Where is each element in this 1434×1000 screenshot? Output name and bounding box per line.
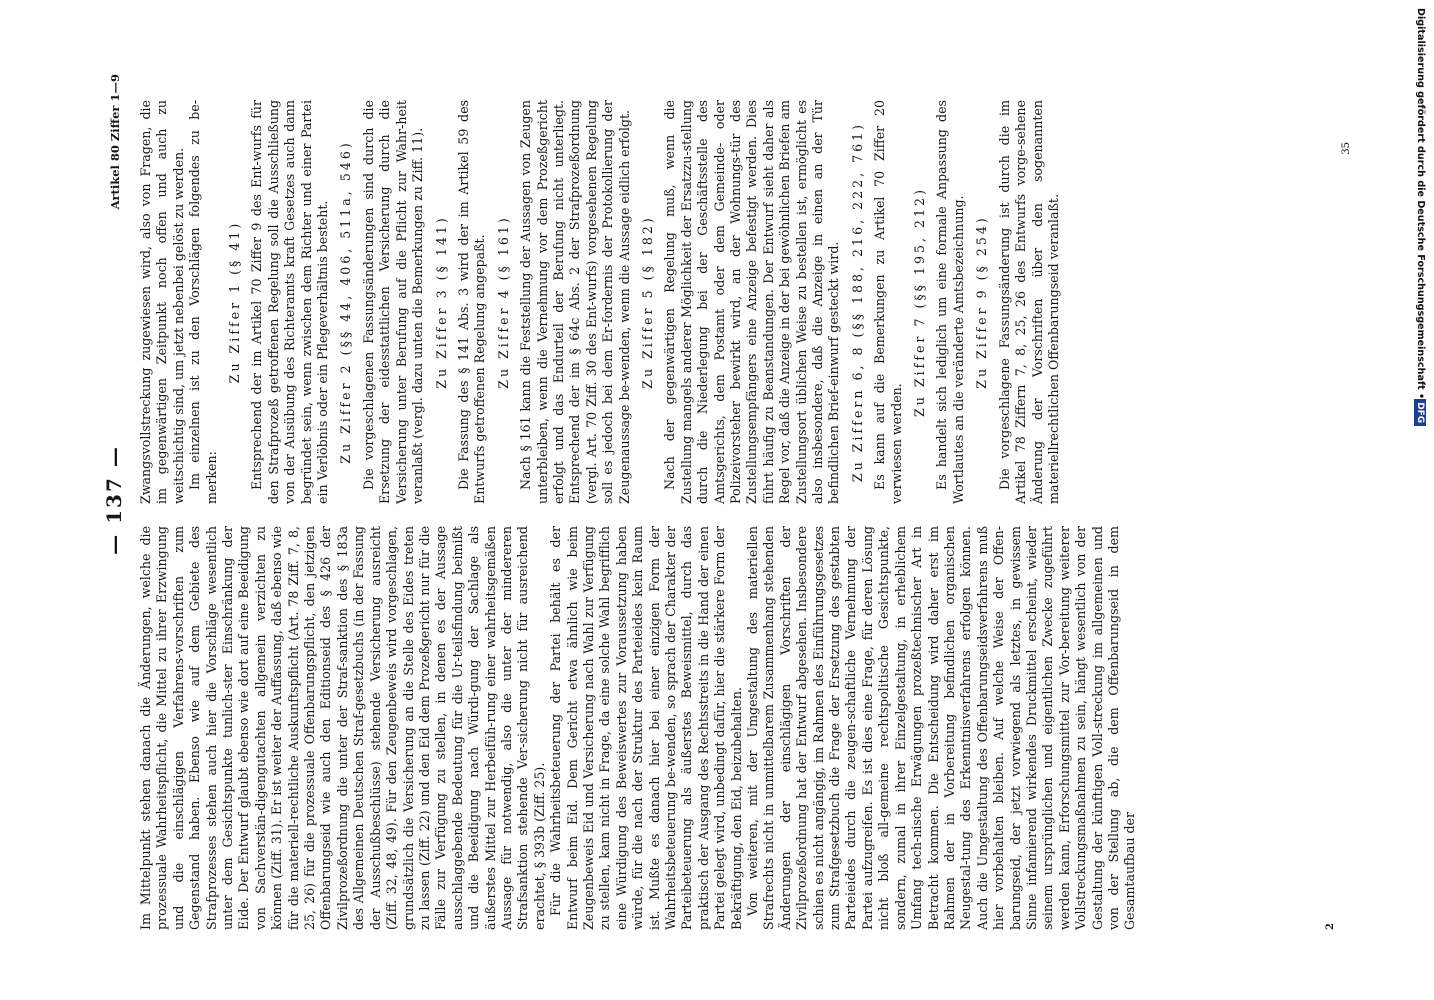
section-heading: Zu Ziffer 2 (§§ 44, 406, 511a, 546): [338, 140, 354, 464]
digitization-credit: [1412, 8, 1426, 908]
credit-text: Digitalisierung gefördert durch die Deutsche Forschungsgemeinschaft •: [1415, 8, 1426, 400]
section-heading: Zu Ziffer 3 (§ 141): [433, 215, 449, 389]
section-heading: Zu Ziffer 1 (§ 41): [227, 220, 243, 384]
section-heading: Zu Ziffer 5 (§ 182): [639, 215, 655, 389]
paragraph: Von weiteren, mit der Umgestaltung des materiellen Strafrechts nicht in unmittelbarem Zusammenhang stehenden Änderungen der einschlägigen Vorschriften der Zivilprozeßordnung hat der Entwurf abgesehen. Insbesondere schien es nicht angängig, im Rahmen des Einführungsgesetzes zum Strafgesetzbuch die Frage der Ersetzung des gestabten Parteieides durch die zeugen-schaftliche Vernehmung der Partei aufzugreifen. Es ist dies eine Frage, für deren Lösung nicht bloß all-gemeine rechtspolitische Gesichtspunkte, sondern, zumal in ihrer Einzelgestaltung, in erheblichem Umfang tech-nische Erwägungen prozeßtechnischer Art in Betracht kommen. Die Entscheidung wird daher erst im Rahmen der in Vorbereitung befindlichen organischen Neugestal-tung des Erkenntnisverfahrens erfolgen können. Auch die Umgestaltung des Offenbarungseidsverfahrens muß hier vorbehalten bleiben. Auf welche Weise der Offen-barungseid, der jetzt vorwiegend als letztes, in gewissem Sinne infamierend wirkendes Druckmittel erscheint, wieder seinem ursprünglichen und eigentlichen Zwecke zugeführt werden kann, Erforschungsmittel zur Vor-bereitung weiterer Vollstreckungsmaßnahmen zu sein, hängt wesentlich von der Gestaltung der künftigen Voll-streckung im allgemeinen und von der Stellung ab, die dem Offenbarungseid in dem Gesamtaufbau der: [745, 526, 1138, 930]
section-heading: Zu Ziffer 7 (§§ 195, 212): [912, 187, 928, 417]
right-column: [138, 100, 1062, 504]
signature-mark: 2: [1325, 923, 1336, 930]
paragraph: Es handelt sich lediglich um eine formale Anpassung des Wortlautes an die veränderte Amtsbezeichnung.: [934, 100, 966, 504]
paragraph: Zwangsvollstreckung zugewiesen wird, also von Fragen, die im gegenwärtigen Zeitpunkt noch offen und auch zu weitschichtig sind, um jetzt nebenbei gelöst zu werden.: [138, 100, 186, 504]
paragraph: Die Fassung des § 141 Abs. 3 wird der im Artikel 59 des Entwurfs getroffenen Regelung angepaßt.: [455, 100, 488, 504]
paragraph: Im Mittelpunkt stehen danach die Änderungen, welche die prozessuale Wahrheitspflicht, die Mittel zu ihrer Erzwingung und die einschlägigen Verfahrens-vorschriften zum Gegenstand haben. Ebenso wie auf dem Gebiete des Strafprozesses stehen auch hier die Vorschläge wesentlich unter dem Gesichtspunkte tunlich-ster Einschränkung der Eide. Der Entwurf glaubt ebenso wie dort auf eine Beeidigung von Sachverstän-digengutachten allgemein verzichten zu können (Ziff. 31). Er ist weiter der Auffassung, daß ebenso wie für die materiell-rechtliche Auskunftspflicht (Art. 78 Ziff. 7, 8, 25, 26) für die prozessuale Offenbarungspflicht, den jetzigen Offenbarungseid wie auch den Editionseid des § 426 der Zivilprozeßordnung die unter der Straf-sanktion des § 183a des Allgemeinen Deutschen Straf-gesetzbuchs (in der Fassung der Ausschußbeschlüsse) stehende Versicherung ausreicht (Ziff. 32, 48, 49). Für den Zeugenbeweis wird vorgeschlagen, grundsätzlich die Versicherung an die Stelle des Eides treten zu lassen (Ziff. 22) und den Eid dem Prozeßgericht nur für die Fälle zur Verfügung zu stellen, in denen es der Aussage ausschlaggebende Bedeutung für die Ur-teilsfindung beimißt und die Beeidigung nach Würdi-gung der Sachlage als äußerstes Mittel zur Herbeifüh-rung einer wahrheitsgemäßen Aussage für notwendig, also die unter der mindereren Strafsanktion stehende Ver-sicherung nicht für ausreichend erachtet, § 393b (Ziff. 25).: [138, 526, 547, 930]
section-heading: Zu Ziffer 9 (§ 254): [974, 215, 990, 389]
section-heading: Zu Ziffern 6, 8 (§§ 188, 216, 222, 761): [849, 121, 865, 483]
running-head: Artikel 80 Ziffer 1—9: [108, 74, 122, 210]
paragraph: Nach der gegenwärtigen Regelung muß, wenn die Zustellung mangels anderer Möglichkeit der Ersatzzu-stellung durch die Niederlegung bei der Geschäftsstelle des Amtsgerichts, dem Postamt oder dem Gemeinde- oder Polizeivorsteher bewirkt wird, an der Wohnungs-tür des Zustellungsempfängers eine Anzeige befestigt werden. Dies führt häufig zu Beanstandungen. Der Entwurf sieht daher als Regel vor, daß die Anzeige in der bei gewöhnlichen Briefen am Zustellungsort üblichen Weise zu bestellen ist, ermöglicht es also insbesondere, daß die Anzeige in einen an der Tür befindlichen Brief-einwurf gesteckt wird.: [662, 100, 842, 504]
document-page: [100, 70, 1352, 930]
dfg-logo: DFG: [1414, 399, 1426, 426]
left-column: [138, 526, 1139, 930]
section-heading: Zu Ziffer 4 (§ 161): [495, 215, 511, 389]
paragraph: Die vorgeschlagenen Fassungsänderungen sind durch die Ersetzung der eidesstattlichen Versicherung durch die Versicherung unter Berufung auf die Pflicht zur Wahr-heit veranlaßt (vergl. dazu unten die Bemerkungen zu Ziff. 11).: [360, 100, 426, 504]
paragraph: Für die Wahrheitsbeteuerung der Partei behält es der Entwurf beim Eid. Dem Gericht etwa ähnlich wie beim Zeugenbeweis Eid und Versicherung nach Wahl zur Verfügung zu stellen, kam nicht in Frage, da eine solche Wahl begrifflich eine Würdigung des Beweiswertes zur Voraussetzung haben würde, für die nach der Struktur des Parteieides kein Raum ist. Mußte es danach hier bei einer einzigen Form der Wahrheitsbeteuerung be-wenden, so sprach der Charakter der Parteibeteuerung als äußerstes Beweismittel, durch das praktisch der Ausgang des Rechtsstreits in die Hand der einen Partei gelegt wird, unbedingt dafür, hier die stärkere Form der Bekräftigung, den Eid, beizubehalten.: [548, 526, 744, 930]
sheet-number: 35: [1341, 142, 1352, 155]
page-number: — 137 —: [102, 445, 126, 555]
paragraph: Entsprechend der im Artikel 70 Ziffer 9 des Ent-wurfs für den Strafprozeß getroffenen Regelung soll die Ausschließung von der Ausübung des Richteramts kraft Gesetzes auch dann begründet sein, wenn zwischen dem Richter und einer Partei ein Verlöbnis oder ein Pflegeverhältnis besteht.: [249, 100, 331, 504]
paragraph: Nach § 161 kann die Feststellung der Aussagen von Zeugen unterbleiben, wenn die Vernehmung vor dem Prozeßgericht erfolgt und das Endurteil der Berufung nicht unterliegt. Entsprechend der im § 64c Abs. 2 der Strafprozeßordnung (vergl. Art. 70 Ziff. 30 des Ent-wurfs) vorgesehenen Regelung soll es jedoch bei dem Er-fordernis der Protokollierung der Zeugenaussage be-wenden, wenn die Aussage eidlich erfolgt.: [518, 100, 632, 504]
paragraph: Im einzelnen ist zu den Vorschlägen folgendes zu be-merken:: [187, 100, 219, 504]
paragraph: Es kann auf die Bemerkungen zu Artikel 70 Ziffer 20 verwiesen werden.: [872, 100, 904, 504]
paragraph: Die vorgeschlagene Fassungsänderung ist durch die im Artikel 78 Ziffern 7, 8, 25, 26 des Entwurfs vorge-sehene Änderung der Vorschriften über den sogenannten materiellrechtlichen Offenbarungseid veranlaßt.: [996, 100, 1061, 504]
page-header: [100, 70, 134, 930]
